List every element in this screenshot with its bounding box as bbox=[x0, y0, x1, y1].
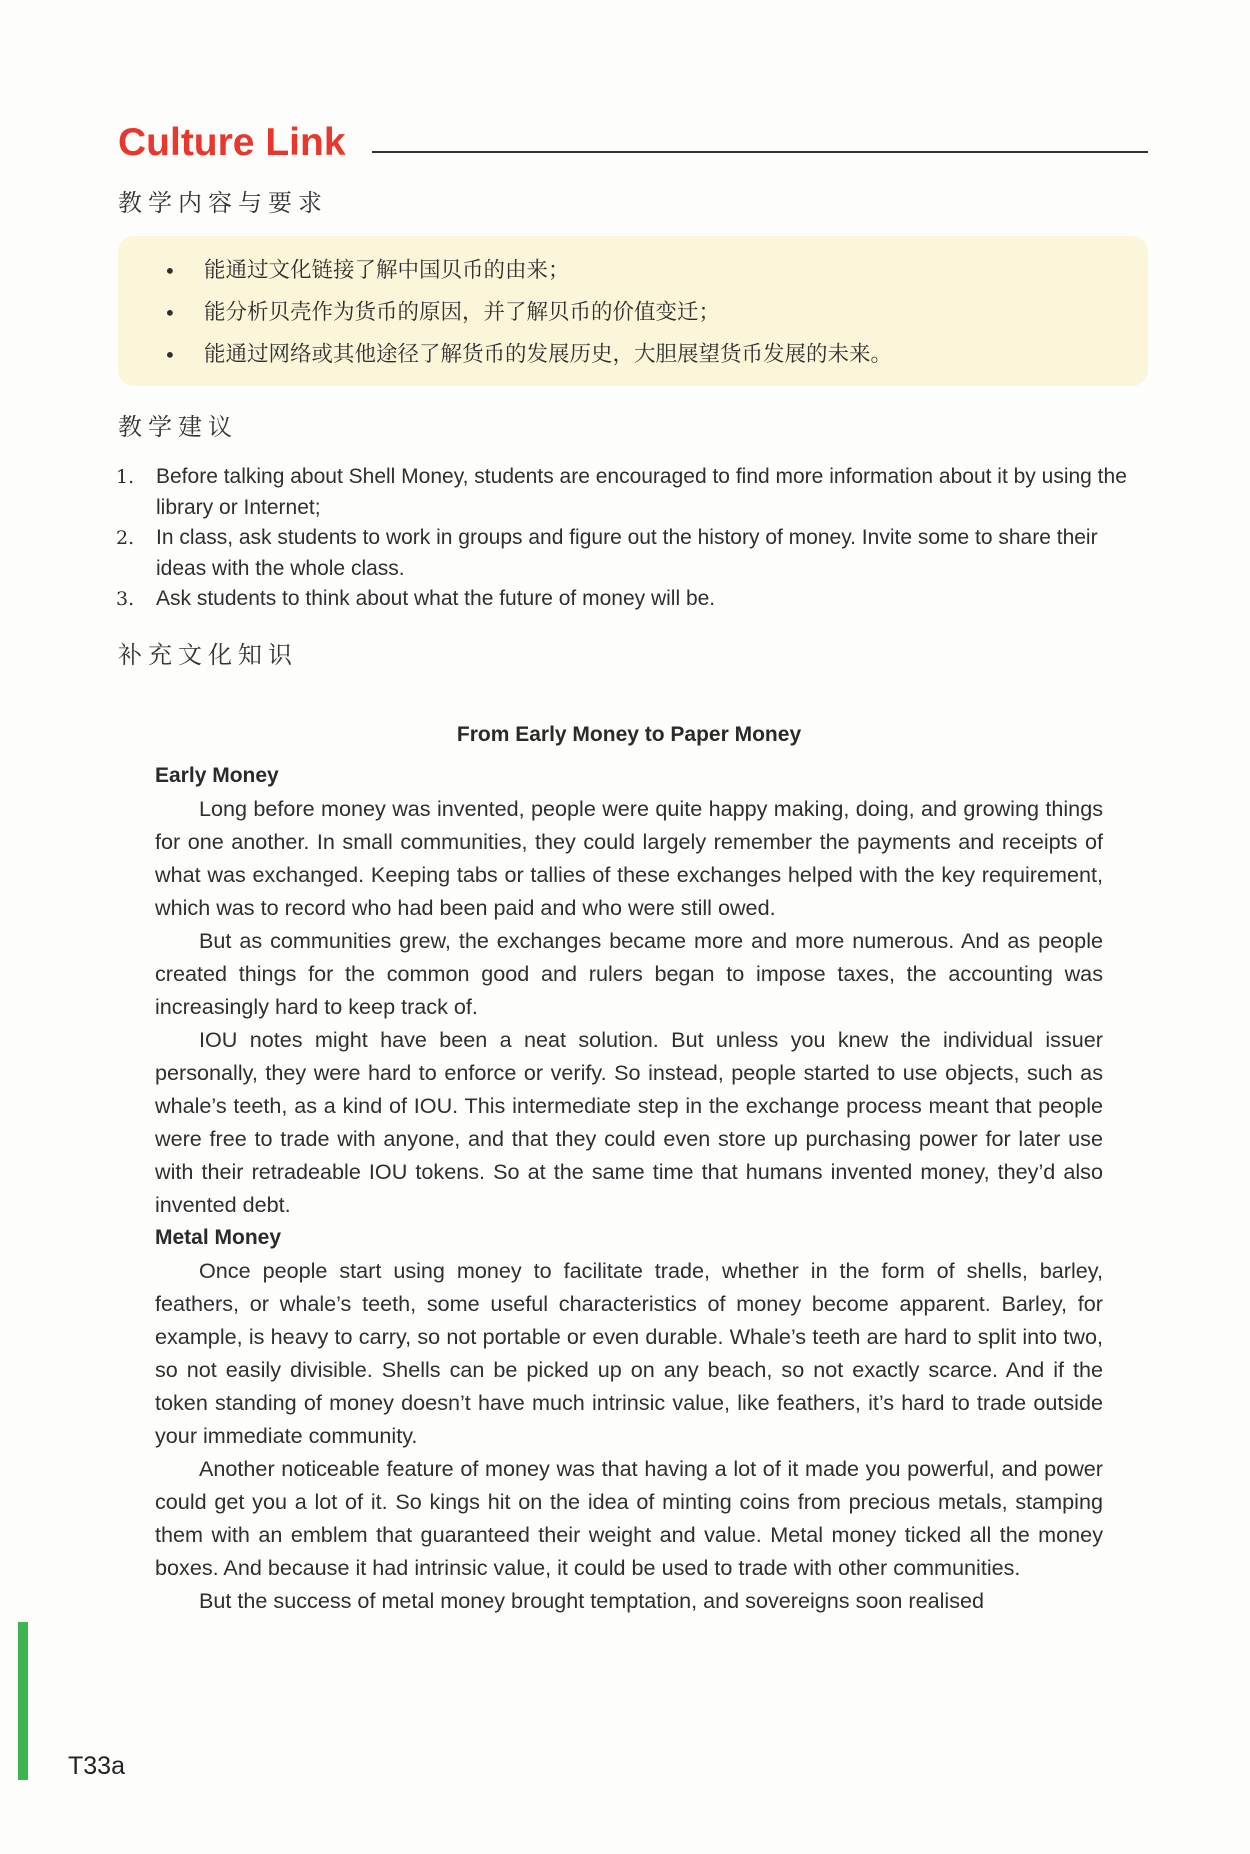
subheading-early-money: Early Money bbox=[155, 764, 279, 787]
bullet-icon: • bbox=[164, 301, 176, 325]
section-title-row bbox=[118, 118, 1148, 168]
bullet-icon: • bbox=[164, 259, 176, 283]
subheading-metal-money: Metal Money bbox=[155, 1226, 282, 1249]
paragraph: Another noticeable feature of money was that having a lot of it made you powerful, and power could get you a lot of it. So kings hit on the idea of minting coins from precious metals, stamping them with an emblem that guaranteed their weight and value. Metal money ticked all the money boxes. And because it had intrinsic value, it could be used to trade with other communities. bbox=[155, 1456, 1103, 1580]
paragraph: But as communities grew, the exchanges became more and more numerous. And as people created things for the common good and rulers began to impose taxes, the accounting was increasingly hard to keep track of. bbox=[155, 928, 1103, 1019]
heading-supplementary-culture: 补充文化知识 bbox=[118, 641, 298, 669]
paragraph: Once people start using money to facilitate trade, whether in the form of shells, barley, feathers, or whale’s teeth, some useful characteristics of money become apparent. Barley, for example, is heavy to carry, so not portable or even durable. Whale’s teeth are hard to split into two, so not easily divisible. Shells can be picked up on any beach, so not exactly scarce. And if the token standing of money doesn’t have much intrinsic value, like feathers, it’s hard to trade outside your immediate community. bbox=[155, 1258, 1103, 1448]
paragraph: But the success of metal money brought temptation, and sovereigns soon realised bbox=[199, 1588, 985, 1613]
suggestion-item: 1. Before talking about Shell Money, students are encouraged to find more information about it by using the library or Internet; bbox=[116, 465, 1127, 519]
heading-teaching-content: 教学内容与要求 bbox=[118, 189, 328, 217]
goals-list bbox=[118, 236, 1148, 376]
suggestions-list bbox=[116, 462, 1152, 615]
title-rule bbox=[372, 151, 1148, 153]
goal-item: • 能通过网络或其他途径了解货币的发展历史，大胆展望货币发展的未来。 bbox=[164, 334, 1148, 376]
heading-teaching-suggestions: 教学建议 bbox=[118, 413, 238, 441]
article bbox=[155, 720, 1103, 1617]
paragraph: IOU notes might have been a neat solution. But unless you knew the individual issuer personally, they were hard to enforce or verify. So instead, people started to use objects, such as whale’s teeth, as a kind of IOU. This intermediate step in the exchange process meant that people were free to trade with anyone, and that they could even store up purchasing power for later use with their retradeable IOU tokens. So at the same time that humans invented money, they’d also invented debt. bbox=[155, 1027, 1103, 1217]
side-color-bar bbox=[18, 1622, 28, 1780]
section-title: Culture Link bbox=[118, 121, 346, 164]
bullet-icon: • bbox=[164, 343, 176, 367]
goal-item: • 能通过文化链接了解中国贝币的由来； bbox=[164, 250, 1148, 292]
article-title: From Early Money to Paper Money bbox=[456, 723, 802, 746]
page-number: T33a bbox=[68, 1752, 125, 1780]
paragraph: Long before money was invented, people were quite happy making, doing, and growing things for one another. In small communities, they could largely remember the payments and receipts of what was exchanged. Keeping tabs or tallies of these exchanges helped with the key requirement, which was to record who had been paid and who were still owed. bbox=[155, 796, 1103, 920]
goals-box bbox=[118, 236, 1148, 386]
goal-item: • 能分析贝壳作为货币的原因，并了解贝币的价值变迁； bbox=[164, 292, 1148, 334]
suggestion-item: 3. Ask students to think about what the future of money will be. bbox=[116, 587, 716, 610]
suggestion-item: 2. In class, ask students to work in groups and figure out the history of money. Invite some to share their ideas with the whole class. bbox=[116, 526, 1098, 580]
